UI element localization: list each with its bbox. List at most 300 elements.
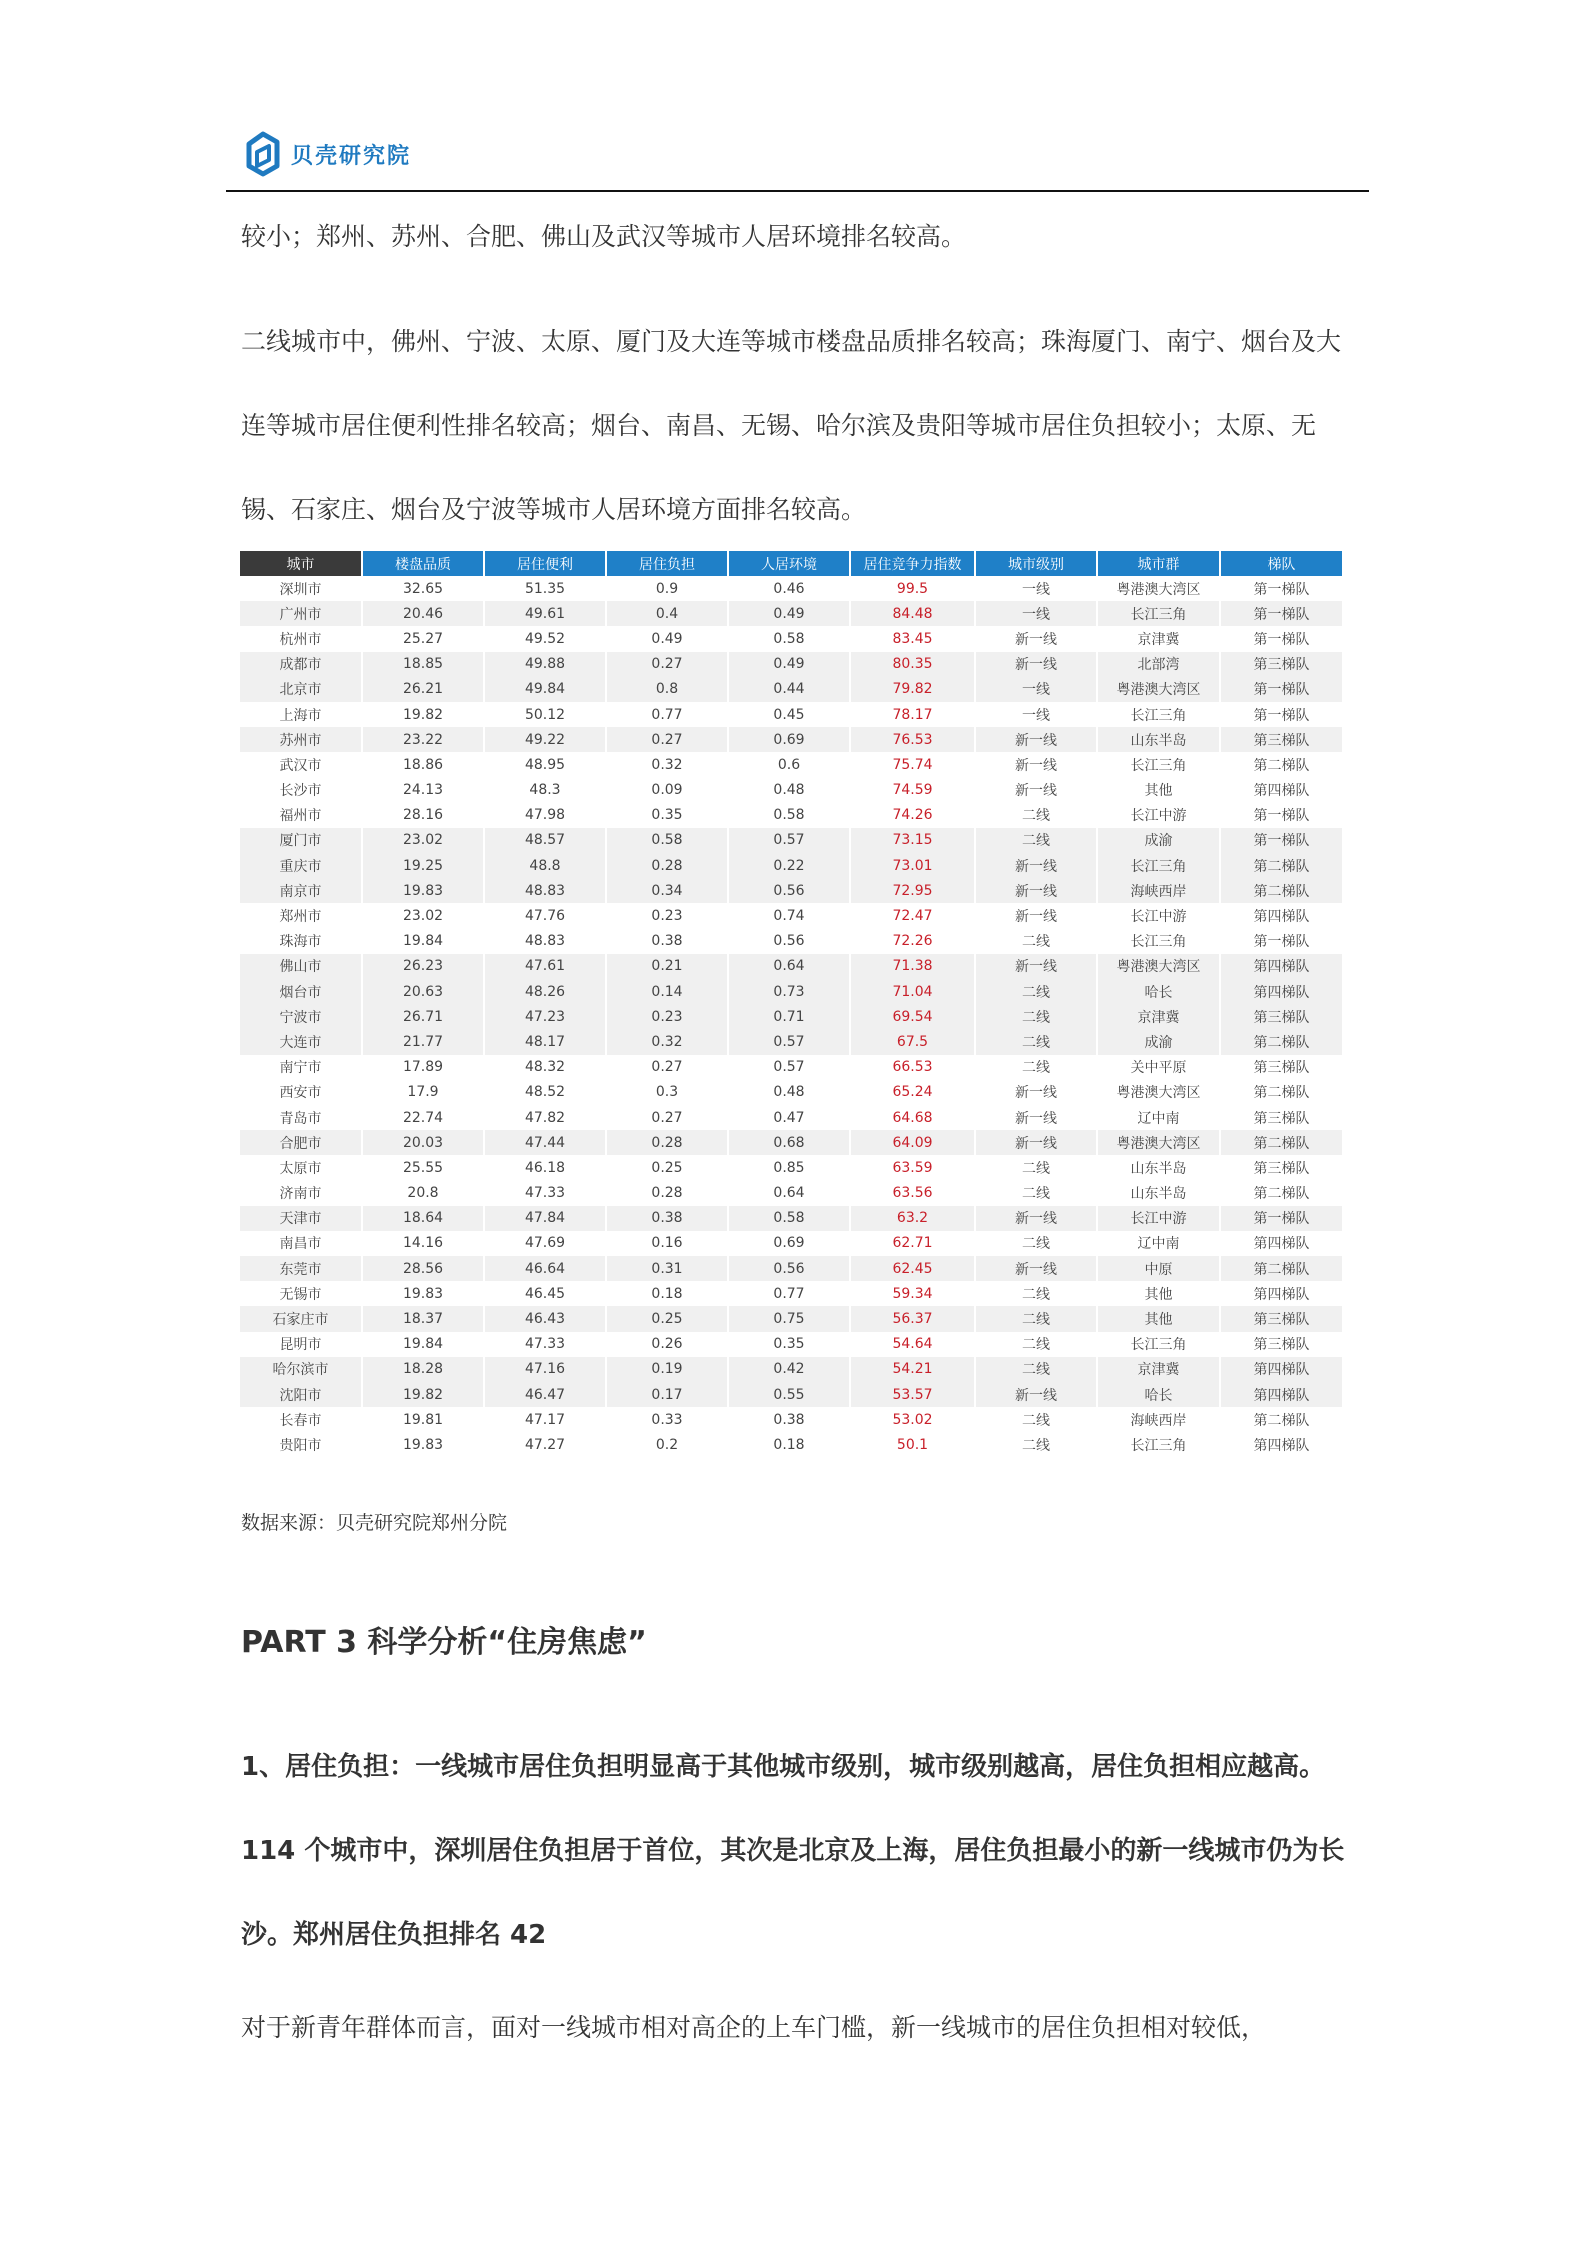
table-cell: 48.3: [484, 778, 606, 803]
table-cell: 0.74: [728, 903, 850, 928]
table-cell: 0.49: [606, 626, 728, 651]
table-row: [240, 1357, 1343, 1382]
column-header: 居住负担: [606, 551, 728, 576]
table-cell: 19.84: [362, 929, 484, 954]
table-cell: 第一梯队: [1220, 929, 1343, 954]
table-cell: 71.04: [850, 979, 975, 1004]
table-cell: 54.21: [850, 1357, 975, 1382]
table-cell: 0.34: [606, 878, 728, 903]
table-cell: 21.77: [362, 1029, 484, 1054]
table-row: [240, 1155, 1343, 1180]
body-paragraph: 对于新青年群体而言，面对一线城市相对高企的上车门槛，新一线城市的居住负担相对较低，: [241, 2013, 1267, 2042]
table-cell: 0.64: [728, 954, 850, 979]
table-cell: 28.56: [362, 1256, 484, 1281]
table-cell: 辽中南: [1097, 1105, 1220, 1130]
table-row: [240, 1105, 1343, 1130]
table-cell: 47.69: [484, 1231, 606, 1256]
table-cell: 其他: [1097, 1306, 1220, 1331]
table-cell: 0.56: [728, 1256, 850, 1281]
table-cell: 深圳市: [240, 576, 362, 601]
table-cell: 第四梯队: [1220, 903, 1343, 928]
table-cell: 72.47: [850, 903, 975, 928]
table-cell: 0.31: [606, 1256, 728, 1281]
table-cell: 昆明市: [240, 1332, 362, 1357]
table-cell: 第三梯队: [1220, 1332, 1343, 1357]
table-cell: 粤港澳大湾区: [1097, 1080, 1220, 1105]
table-cell: 长江中游: [1097, 1206, 1220, 1231]
table-cell: 第一梯队: [1220, 677, 1343, 702]
table-cell: 46.47: [484, 1382, 606, 1407]
table-cell: 新一线: [975, 727, 1097, 752]
table-cell: 新一线: [975, 1080, 1097, 1105]
table-cell: 二线: [975, 803, 1097, 828]
table-cell: 64.68: [850, 1105, 975, 1130]
table-row: [240, 1432, 1343, 1457]
table-cell: 海峡西岸: [1097, 878, 1220, 903]
table-cell: 50.1: [850, 1432, 975, 1457]
table-cell: 56.37: [850, 1306, 975, 1331]
table-row: [240, 727, 1343, 752]
table-row: [240, 803, 1343, 828]
table-cell: 新一线: [975, 652, 1097, 677]
table-cell: 47.33: [484, 1181, 606, 1206]
table-body: [240, 576, 1343, 1458]
table-cell: 18.37: [362, 1306, 484, 1331]
table-cell: 76.53: [850, 727, 975, 752]
table-cell: 其他: [1097, 1281, 1220, 1306]
table-cell: 0.58: [728, 626, 850, 651]
header-divider: [226, 190, 1369, 192]
table-cell: 64.09: [850, 1130, 975, 1155]
table-cell: 48.57: [484, 828, 606, 853]
table-cell: 49.52: [484, 626, 606, 651]
table-cell: 哈长: [1097, 1382, 1220, 1407]
table-cell: 山东半岛: [1097, 727, 1220, 752]
table-cell: 78.17: [850, 702, 975, 727]
column-header: 城市级别: [975, 551, 1097, 576]
table-cell: 第四梯队: [1220, 1281, 1343, 1306]
table-cell: 48.52: [484, 1080, 606, 1105]
table-cell: 0.55: [728, 1382, 850, 1407]
table-cell: 新一线: [975, 626, 1097, 651]
table-cell: 49.22: [484, 727, 606, 752]
table-row: [240, 1231, 1343, 1256]
table-row: [240, 853, 1343, 878]
table-cell: 天津市: [240, 1206, 362, 1231]
table-cell: 二线: [975, 929, 1097, 954]
table-cell: 48.17: [484, 1029, 606, 1054]
beike-logo-icon: [243, 130, 283, 178]
table-cell: 22.74: [362, 1105, 484, 1130]
table-cell: 南宁市: [240, 1055, 362, 1080]
table-cell: 杭州市: [240, 626, 362, 651]
table-cell: 长江三角: [1097, 853, 1220, 878]
table-cell: 0.77: [606, 702, 728, 727]
table-cell: 二线: [975, 1306, 1097, 1331]
table-row: [240, 601, 1343, 626]
table-cell: 成都市: [240, 652, 362, 677]
table-cell: 32.65: [362, 576, 484, 601]
table-cell: 50.12: [484, 702, 606, 727]
table-cell: 54.64: [850, 1332, 975, 1357]
table-row: [240, 778, 1343, 803]
table-cell: 0.28: [606, 853, 728, 878]
brand-logo: [243, 130, 411, 178]
table-cell: 0.69: [728, 727, 850, 752]
table-cell: 49.84: [484, 677, 606, 702]
table-cell: 0.35: [728, 1332, 850, 1357]
table-cell: 0.17: [606, 1382, 728, 1407]
table-cell: 第三梯队: [1220, 1155, 1343, 1180]
table-cell: 厦门市: [240, 828, 362, 853]
table-cell: 重庆市: [240, 853, 362, 878]
table-cell: 0.8: [606, 677, 728, 702]
table-cell: 0.32: [606, 1029, 728, 1054]
table-cell: 0.49: [728, 601, 850, 626]
table-cell: 74.59: [850, 778, 975, 803]
table-cell: 贵阳市: [240, 1432, 362, 1457]
table-cell: 0.23: [606, 903, 728, 928]
table-cell: 第三梯队: [1220, 1105, 1343, 1130]
table-cell: 0.85: [728, 1155, 850, 1180]
table-cell: 20.8: [362, 1181, 484, 1206]
table-cell: 第二梯队: [1220, 1407, 1343, 1432]
table-cell: 第一梯队: [1220, 803, 1343, 828]
table-cell: 成渝: [1097, 828, 1220, 853]
table-cell: 25.55: [362, 1155, 484, 1180]
table-cell: 0.23: [606, 1004, 728, 1029]
table-cell: 0.58: [606, 828, 728, 853]
table-cell: 0.33: [606, 1407, 728, 1432]
table-cell: 京津冀: [1097, 1357, 1220, 1382]
table-cell: 47.82: [484, 1105, 606, 1130]
table-cell: 新一线: [975, 778, 1097, 803]
table-cell: 0.38: [606, 1206, 728, 1231]
table-cell: 新一线: [975, 1105, 1097, 1130]
table-cell: 0.44: [728, 677, 850, 702]
table-cell: 0.57: [728, 828, 850, 853]
table-cell: 0.27: [606, 727, 728, 752]
table-cell: 18.28: [362, 1357, 484, 1382]
table-cell: 新一线: [975, 1130, 1097, 1155]
table-cell: 0.22: [728, 853, 850, 878]
table-cell: 0.57: [728, 1029, 850, 1054]
table-cell: 19.25: [362, 853, 484, 878]
table-cell: 第四梯队: [1220, 1357, 1343, 1382]
table-cell: 长江三角: [1097, 752, 1220, 777]
table-row: [240, 1080, 1343, 1105]
table-cell: 47.84: [484, 1206, 606, 1231]
table-cell: 石家庄市: [240, 1306, 362, 1331]
table-row: [240, 1281, 1343, 1306]
table-cell: 0.45: [728, 702, 850, 727]
table-cell: 0.25: [606, 1155, 728, 1180]
table-row: [240, 979, 1343, 1004]
table-row: [240, 954, 1343, 979]
table-cell: 0.71: [728, 1004, 850, 1029]
table-row: [240, 752, 1343, 777]
table-cell: 长江三角: [1097, 1432, 1220, 1457]
table-cell: 23.22: [362, 727, 484, 752]
table-cell: 北京市: [240, 677, 362, 702]
table-cell: 23.02: [362, 828, 484, 853]
table-cell: 71.38: [850, 954, 975, 979]
table-cell: 48.26: [484, 979, 606, 1004]
table-row: [240, 702, 1343, 727]
table-cell: 51.35: [484, 576, 606, 601]
table-cell: 新一线: [975, 1256, 1097, 1281]
table-cell: 83.45: [850, 626, 975, 651]
table-cell: 0.77: [728, 1281, 850, 1306]
table-row: [240, 1206, 1343, 1231]
table-header-row: [240, 551, 1343, 576]
table-cell: 26.23: [362, 954, 484, 979]
table-cell: 28.16: [362, 803, 484, 828]
table-row: [240, 1055, 1343, 1080]
table-row: [240, 652, 1343, 677]
table-cell: 0.18: [606, 1281, 728, 1306]
table-cell: 67.5: [850, 1029, 975, 1054]
table-cell: 46.18: [484, 1155, 606, 1180]
table-cell: 第二梯队: [1220, 853, 1343, 878]
table-cell: 沈阳市: [240, 1382, 362, 1407]
table-cell: 0.28: [606, 1181, 728, 1206]
table-cell: 0.18: [728, 1432, 850, 1457]
table-cell: 二线: [975, 1155, 1097, 1180]
intro-line: 较小；郑州、苏州、合肥、佛山及武汉等城市人居环境排名较高。: [241, 222, 967, 251]
table-cell: 0.58: [728, 1206, 850, 1231]
table-cell: 47.61: [484, 954, 606, 979]
table-cell: 0.21: [606, 954, 728, 979]
table-cell: 20.46: [362, 601, 484, 626]
table-cell: 宁波市: [240, 1004, 362, 1029]
table-cell: 19.81: [362, 1407, 484, 1432]
table-cell: 二线: [975, 1281, 1097, 1306]
table-cell: 二线: [975, 1432, 1097, 1457]
table-cell: 粤港澳大湾区: [1097, 677, 1220, 702]
table-cell: 第四梯队: [1220, 954, 1343, 979]
table-row: [240, 626, 1343, 651]
table-cell: 福州市: [240, 803, 362, 828]
table-cell: 第一梯队: [1220, 1206, 1343, 1231]
table-cell: 粤港澳大湾区: [1097, 954, 1220, 979]
table-cell: 二线: [975, 1029, 1097, 1054]
table-cell: 新一线: [975, 1206, 1097, 1231]
table-cell: 84.48: [850, 601, 975, 626]
column-header: 居住便利: [484, 551, 606, 576]
table-cell: 新一线: [975, 752, 1097, 777]
table-cell: 第四梯队: [1220, 1382, 1343, 1407]
table-row: [240, 878, 1343, 903]
table-cell: 第二梯队: [1220, 878, 1343, 903]
table-cell: 第三梯队: [1220, 1004, 1343, 1029]
table-cell: 大连市: [240, 1029, 362, 1054]
data-source-caption: 数据来源：贝壳研究院郑州分院: [241, 1512, 508, 1534]
table-cell: 二线: [975, 1004, 1097, 1029]
table-cell: 0.27: [606, 1105, 728, 1130]
table-cell: 0.16: [606, 1231, 728, 1256]
table-cell: 65.24: [850, 1080, 975, 1105]
table-cell: 0.73: [728, 979, 850, 1004]
table-cell: 0.28: [606, 1130, 728, 1155]
table-cell: 第一梯队: [1220, 576, 1343, 601]
table-cell: 一线: [975, 702, 1097, 727]
table-cell: 48.8: [484, 853, 606, 878]
table-cell: 关中平原: [1097, 1055, 1220, 1080]
table-cell: 第一梯队: [1220, 601, 1343, 626]
table-cell: 53.02: [850, 1407, 975, 1432]
table-cell: 第四梯队: [1220, 979, 1343, 1004]
table-cell: 第二梯队: [1220, 1029, 1343, 1054]
table-cell: 0.26: [606, 1332, 728, 1357]
table-cell: 48.83: [484, 878, 606, 903]
table-row: [240, 1004, 1343, 1029]
table-cell: 0.19: [606, 1357, 728, 1382]
table-cell: 0.48: [728, 778, 850, 803]
table-cell: 0.48: [728, 1080, 850, 1105]
table-cell: 20.03: [362, 1130, 484, 1155]
table-row: [240, 1382, 1343, 1407]
table-cell: 73.01: [850, 853, 975, 878]
table-cell: 0.56: [728, 878, 850, 903]
table-cell: 0.9: [606, 576, 728, 601]
table-row: [240, 1407, 1343, 1432]
table-cell: 佛山市: [240, 954, 362, 979]
table-cell: 23.02: [362, 903, 484, 928]
section-heading: 1、居住负担：一线城市居住负担明显高于其他城市级别，城市级别越高，居住负担相应越高。114 个城市中，深圳居住负担居于首位，其次是北京及上海，居住负担最小的新一线城市仍为长沙。郑州居住负担排名 42: [241, 1752, 1345, 1950]
table-cell: 0.56: [728, 929, 850, 954]
table-cell: 长春市: [240, 1407, 362, 1432]
table-cell: 0.47: [728, 1105, 850, 1130]
table-cell: 47.16: [484, 1357, 606, 1382]
table-cell: 0.14: [606, 979, 728, 1004]
table-cell: 62.71: [850, 1231, 975, 1256]
table-cell: 17.89: [362, 1055, 484, 1080]
table-cell: 59.34: [850, 1281, 975, 1306]
table-cell: 0.68: [728, 1130, 850, 1155]
table-cell: 18.64: [362, 1206, 484, 1231]
table-cell: 49.61: [484, 601, 606, 626]
table-cell: 0.09: [606, 778, 728, 803]
table-cell: 第二梯队: [1220, 1181, 1343, 1206]
table-cell: 48.95: [484, 752, 606, 777]
table-cell: 69.54: [850, 1004, 975, 1029]
table-cell: 17.9: [362, 1080, 484, 1105]
table-cell: 武汉市: [240, 752, 362, 777]
table-cell: 26.21: [362, 677, 484, 702]
table-cell: 74.26: [850, 803, 975, 828]
table-cell: 63.56: [850, 1181, 975, 1206]
table-row: [240, 677, 1343, 702]
table-cell: 26.71: [362, 1004, 484, 1029]
table-cell: 第三梯队: [1220, 1306, 1343, 1331]
table-cell: 二线: [975, 1181, 1097, 1206]
table-cell: 0.27: [606, 652, 728, 677]
table-cell: 长江三角: [1097, 929, 1220, 954]
intro-paragraph: 二线城市中，佛州、宁波、太原、厦门及大连等城市楼盘品质排名较高；珠海厦门、南宁、烟台及大连等城市居住便利性排名较高；烟台、南昌、无锡、哈尔滨及贵阳等城市居住负担较小；太原、无锡、石家庄、烟台及宁波等城市人居环境方面排名较高。: [241, 327, 1342, 524]
table-cell: 0.69: [728, 1231, 850, 1256]
table-cell: 63.59: [850, 1155, 975, 1180]
table-row: [240, 1130, 1343, 1155]
table-cell: 20.63: [362, 979, 484, 1004]
table-cell: 24.13: [362, 778, 484, 803]
table-cell: 99.5: [850, 576, 975, 601]
table-cell: 一线: [975, 677, 1097, 702]
table-cell: 哈长: [1097, 979, 1220, 1004]
table-cell: 47.98: [484, 803, 606, 828]
column-header: 居住竞争力指数: [850, 551, 975, 576]
table-cell: 72.26: [850, 929, 975, 954]
table-cell: 19.82: [362, 1382, 484, 1407]
table-cell: 第二梯队: [1220, 752, 1343, 777]
table-cell: 19.84: [362, 1332, 484, 1357]
table-row: [240, 1181, 1343, 1206]
table-cell: 无锡市: [240, 1281, 362, 1306]
table-cell: 南昌市: [240, 1231, 362, 1256]
table-cell: 0.32: [606, 752, 728, 777]
table-cell: 第二梯队: [1220, 1080, 1343, 1105]
table-row: [240, 1332, 1343, 1357]
table-cell: 0.49: [728, 652, 850, 677]
table-row: [240, 1306, 1343, 1331]
table-cell: 第二梯队: [1220, 1256, 1343, 1281]
table-cell: 0.25: [606, 1306, 728, 1331]
competitiveness-table: [240, 551, 1344, 1458]
table-cell: 0.75: [728, 1306, 850, 1331]
table-cell: 47.44: [484, 1130, 606, 1155]
table-cell: 79.82: [850, 677, 975, 702]
table-cell: 第四梯队: [1220, 778, 1343, 803]
table-cell: 0.42: [728, 1357, 850, 1382]
table-cell: 72.95: [850, 878, 975, 903]
table-cell: 京津冀: [1097, 626, 1220, 651]
table-cell: 辽中南: [1097, 1231, 1220, 1256]
table-cell: 其他: [1097, 778, 1220, 803]
table-cell: 长江三角: [1097, 702, 1220, 727]
table-cell: 48.83: [484, 929, 606, 954]
table-cell: 西安市: [240, 1080, 362, 1105]
table-cell: 75.74: [850, 752, 975, 777]
table-cell: 成渝: [1097, 1029, 1220, 1054]
table-cell: 第一梯队: [1220, 828, 1343, 853]
table-row: [240, 929, 1343, 954]
table-cell: 0.58: [728, 803, 850, 828]
table-cell: 二线: [975, 1407, 1097, 1432]
table-cell: 46.45: [484, 1281, 606, 1306]
table-cell: 长江三角: [1097, 601, 1220, 626]
table-row: [240, 1029, 1343, 1054]
table-cell: 47.76: [484, 903, 606, 928]
table-cell: 0.38: [728, 1407, 850, 1432]
table-cell: 0.64: [728, 1181, 850, 1206]
table-cell: 66.53: [850, 1055, 975, 1080]
table-cell: 25.27: [362, 626, 484, 651]
table-cell: 太原市: [240, 1155, 362, 1180]
table-cell: 49.88: [484, 652, 606, 677]
table-cell: 第四梯队: [1220, 1231, 1343, 1256]
table-cell: 长沙市: [240, 778, 362, 803]
table-cell: 第三梯队: [1220, 727, 1343, 752]
table-cell: 80.35: [850, 652, 975, 677]
table-cell: 47.23: [484, 1004, 606, 1029]
table-row: [240, 576, 1343, 601]
column-header: 楼盘品质: [362, 551, 484, 576]
table-cell: 一线: [975, 601, 1097, 626]
table-cell: 第二梯队: [1220, 1130, 1343, 1155]
table-cell: 山东半岛: [1097, 1181, 1220, 1206]
table-cell: 18.85: [362, 652, 484, 677]
table-cell: 长江三角: [1097, 1332, 1220, 1357]
